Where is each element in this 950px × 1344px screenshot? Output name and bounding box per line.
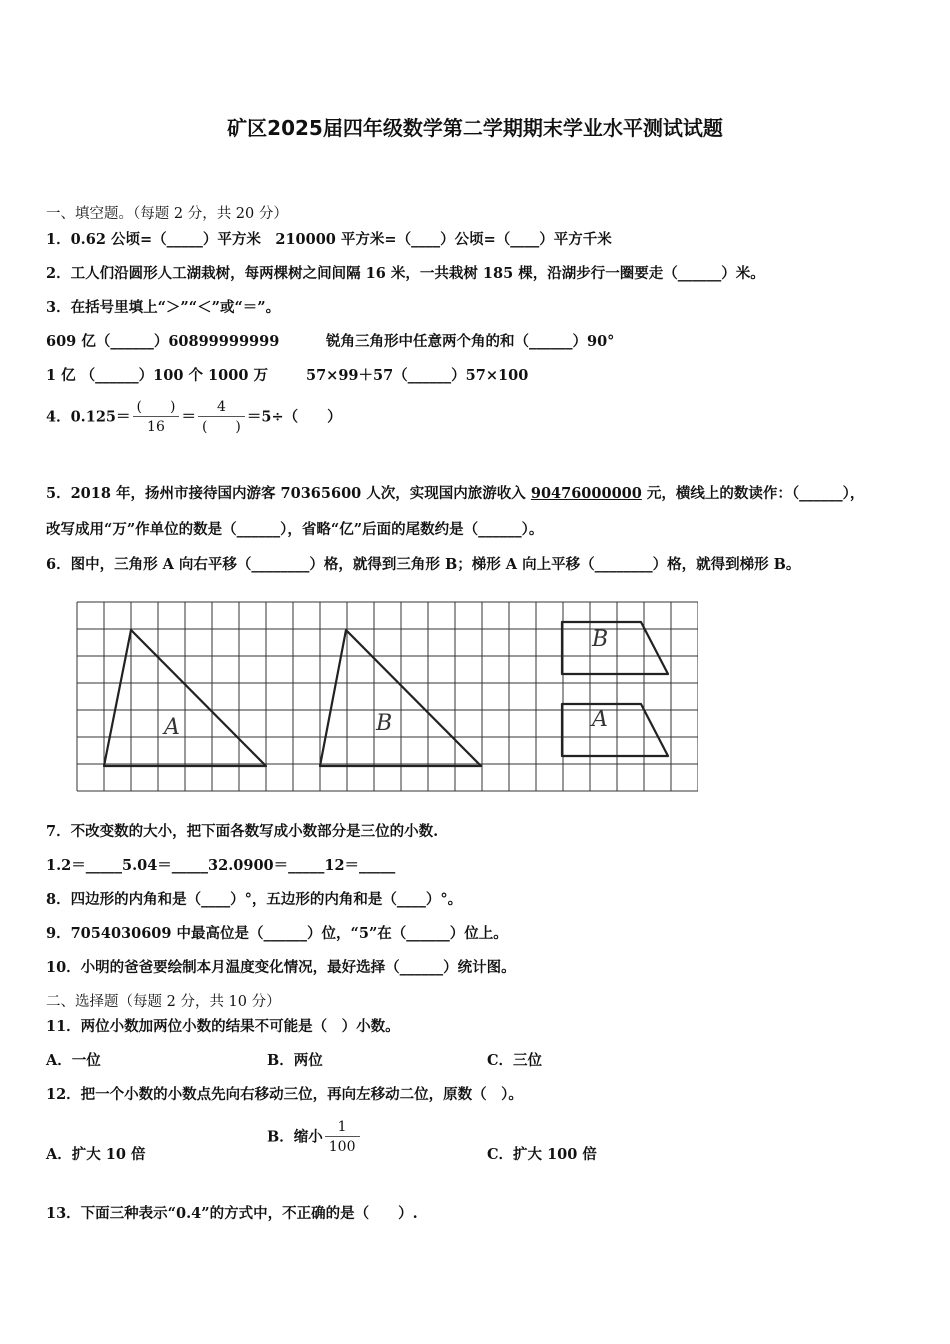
question-12-option-a: A．扩大 10 倍	[46, 1146, 146, 1163]
question-12-option-b-text: B．缩小	[267, 1128, 323, 1146]
question-4-lead: 4．0.125＝	[46, 408, 131, 426]
question-13: 13．下面三种表示“0.4”的方式中，不正确的是（ ）.	[46, 1205, 418, 1222]
question-3-row1-right: 锐角三角形中任意两个角的和（______）90°	[326, 333, 615, 350]
question-12-option-b	[267, 1118, 362, 1157]
question-7-line: 1.2＝_____5.04＝_____32.0900＝_____12＝_____	[46, 857, 396, 874]
fraction-one-hundredth-numerator: 1	[325, 1118, 360, 1137]
question-10: 10．小明的爸爸要绘制本月温度变化情况，最好选择（______）统计图。	[46, 959, 516, 976]
fraction-one-hundredth	[325, 1118, 360, 1157]
triangle-b-label: B	[376, 711, 393, 736]
fraction-1-denominator: 16	[147, 419, 165, 435]
question-8: 8．四边形的内角和是（____）°，五边形的内角和是（____）°。	[46, 891, 463, 908]
question-4-equals: ＝	[181, 408, 196, 426]
fraction-2-numerator: 4	[198, 398, 245, 417]
fraction-2	[198, 398, 245, 437]
question-4-tail: ＝5÷（ ）	[246, 408, 342, 426]
question-12-option-c: C．扩大 100 倍	[487, 1146, 597, 1163]
question-6: 6．图中，三角形 A 向右平移（________）格，就得到三角形 B；梯形 A 向上平移（________）格，就得到梯形 B。	[46, 556, 801, 573]
question-11-stem: 11．两位小数加两位小数的结果不可能是（ ）小数。	[46, 1018, 400, 1035]
question-4	[46, 398, 342, 437]
question-3-row1-left: 609 亿（______）60899999999	[46, 333, 280, 350]
question-9: 9．7054030609 中最高位是（______）位，“5”在（______）位上。	[46, 925, 508, 942]
section-2-heading: 二、选择题（每题 2 分，共 10 分）	[46, 994, 281, 1010]
trapezoid-b	[562, 622, 668, 674]
trapezoid-a	[562, 704, 668, 756]
question-11-option-c: C．三位	[487, 1052, 543, 1069]
question-5-underlined-number: 90476000000	[530, 485, 642, 502]
question-3-row2-left: 1 亿 （______）100 个 1000 万	[46, 367, 268, 384]
trapezoid-b-label: B	[592, 627, 609, 652]
question-3-stem: 3．在括号里填上“＞”“＜”或“＝”。	[46, 299, 281, 316]
fraction-1-numerator: ( )	[133, 398, 180, 417]
question-11-option-a: A．一位	[46, 1052, 101, 1069]
question-5-part1: 5．2018 年，扬州市接待国内游客 70365600 人次，实现国内旅游收入	[46, 485, 531, 502]
trapezoid-a-label: A	[592, 707, 608, 732]
fraction-one-hundredth-denominator: 100	[328, 1139, 356, 1155]
question-2: 2．工人们沿圆形人工湖栽树，每两棵树之间间隔 16 米，一共栽树 185 棵，沿湖步行一圈要走（______）米。	[46, 265, 765, 282]
question-12-stem: 12．把一个小数的小数点先向右移动三位，再向左移动二位，原数（ ）。	[46, 1086, 523, 1103]
section-1-heading: 一、填空题。（每题 2 分，共 20 分）	[46, 206, 288, 222]
fraction-1	[133, 398, 180, 437]
translation-grid-figure	[76, 594, 698, 794]
question-5-part2: 元，横线上的数读作：（______），	[641, 485, 865, 502]
question-11-option-b: B．两位	[267, 1052, 323, 1069]
question-5-line2: 改写成用“万”作单位的数是（______），省略“亿”后面的尾数约是（______）。	[46, 521, 544, 538]
page-title: 矿区2025届四年级数学第二学期期末学业水平测试试题	[227, 116, 723, 140]
question-1: 1．0.62 公顷=（_____）平方米 210000 平方米=（____）公顷=（____）平方千米	[46, 231, 612, 248]
question-7-stem: 7．不改变数的大小，把下面各数写成小数部分是三位的小数.	[46, 823, 439, 840]
question-5-line1	[46, 482, 864, 503]
question-3-row2-right: 57×99＋57（______）57×100	[306, 367, 529, 384]
fraction-2-denominator: ( )	[201, 419, 241, 435]
triangle-a-label: A	[164, 715, 180, 740]
